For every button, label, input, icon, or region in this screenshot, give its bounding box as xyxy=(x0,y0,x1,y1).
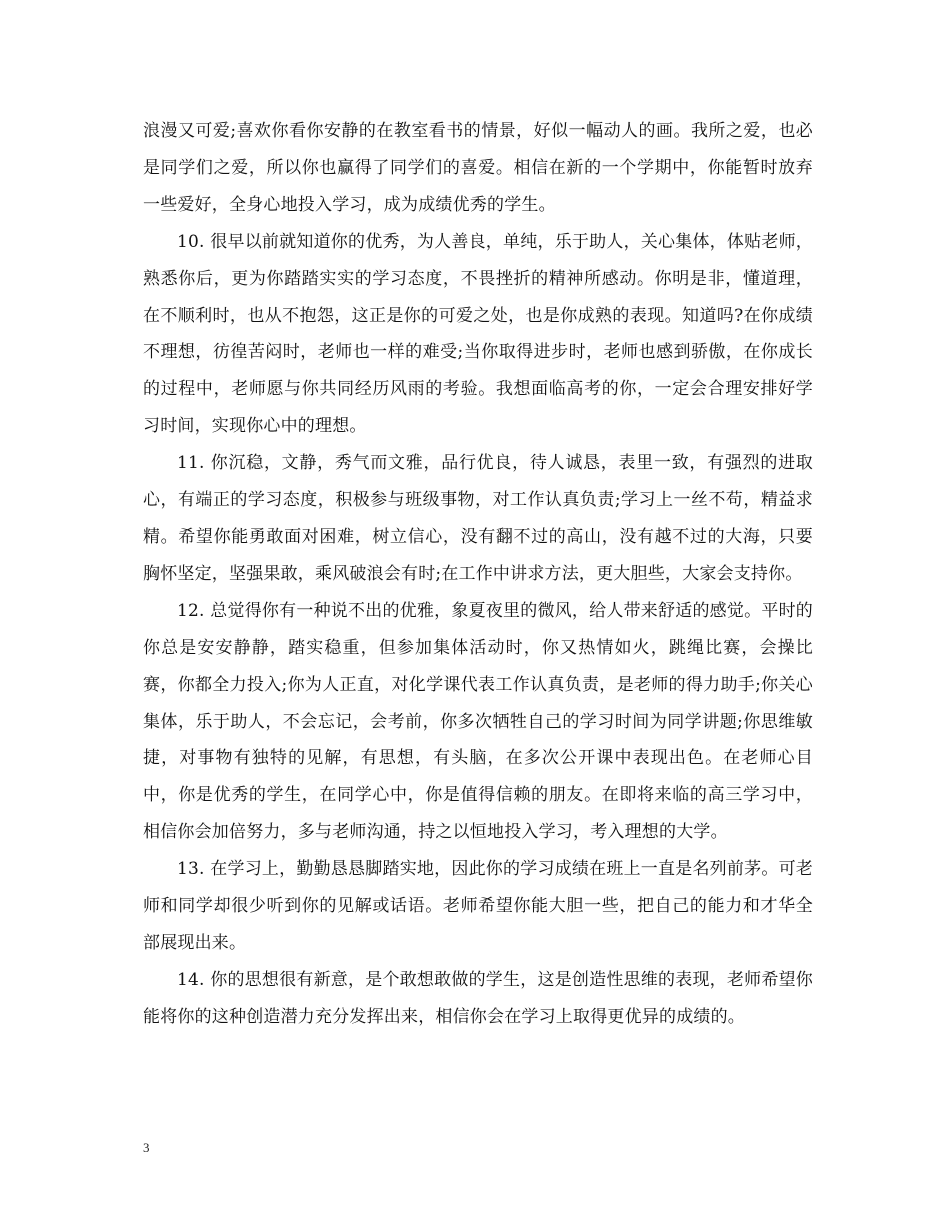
paragraph-continuation: 浪漫又可爱;喜欢你看你安静的在教室看书的情景，好似一幅动人的画。我所之爱，也必是同学们之爱，所以你也赢得了同学们的喜爱。相信在新的一个学期中，你能暂时放弃一些爱好，全身心地投入学习，成为成绩优秀的学生。 xyxy=(143,121,813,215)
paragraph-item-14: 14. 你的思想很有新意，是个敢想敢做的学生，这是创造性思维的表现，老师希望你能将你的这种创造潜力充分发挥出来，相信你会在学习上取得更优异的成绩的。 xyxy=(143,969,813,1027)
paragraph-item-10: 10. 很早以前就知道你的优秀，为人善良，单纯，乐于助人，关心集体，体贴老师，熟悉你后，更为你踏踏实实的学习态度，不畏挫折的精神所感动。你明是非，懂道理，在不顺利时，也从不抱怨，这正是你的可爱之处，也是你成熟的表现。知道吗?在你成绩不理想，彷徨苦闷时，老师也一样的难受;当你取得进步时，老师也感到骄傲，在你成长的过程中，老师愿与你共同经历风雨的考验。我想面临高考的你，一定会合理安排好学习时间，实现你心中的理想。 xyxy=(143,231,813,437)
page-number: 3 xyxy=(143,1140,150,1155)
body-text xyxy=(143,113,813,1036)
paragraph-item-11: 11. 你沉稳，文静，秀气而文雅，品行优良，待人诚恳，表里一致，有强烈的进取心，有端正的学习态度，积极参与班级事物，对工作认真负责;学习上一丝不苟，精益求精。希望你能勇敢面对困难，树立信心，没有翻不过的高山，没有越不过的大海，只要胸怀坚定，坚强果敢，乘风破浪会有时;在工作中讲求方法，更大胆些，大家会支持你。 xyxy=(143,453,813,584)
paragraph-item-13: 13. 在学习上，勤勤恳恳脚踏实地，因此你的学习成绩在班上一直是名列前茅。可老师和同学却很少听到你的见解或话语。老师希望你能大胆一些，把自己的能力和才华全部展现出来。 xyxy=(143,859,813,953)
paragraph-item-12: 12. 总觉得你有一种说不出的优雅，象夏夜里的微风，给人带来舒适的感觉。平时的你总是安安静静，踏实稳重，但参加集体活动时，你又热情如火，跳绳比赛，会操比赛，你都全力投入;你为人正直，对化学课代表工作认真负责，是老师的得力助手;你关心集体，乐于助人，不会忘记，会考前，你多次牺牲自己的学习时间为同学讲题;你思维敏捷，对事物有独特的见解，有思想，有头脑，在多次公开课中表现出色。在老师心目中，你是优秀的学生，在同学心中，你是值得信赖的朋友。在即将来临的高三学习中，相信你会加倍努力，多与老师沟通，持之以恒地投入学习，考入理想的大学。 xyxy=(143,600,813,843)
